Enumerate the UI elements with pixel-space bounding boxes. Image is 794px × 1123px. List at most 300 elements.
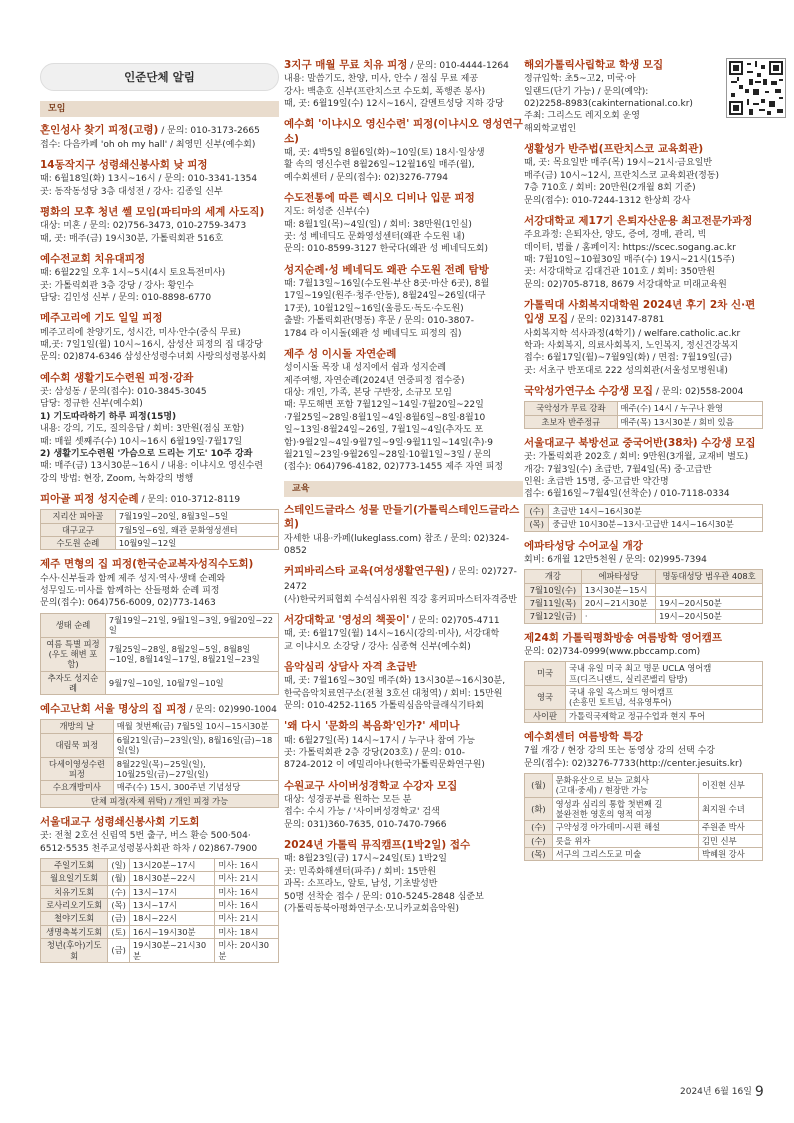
notice-line: 수사·신부들과 함께 제주 성지·역사·생태 순례와 [40,573,226,584]
table-cell: 18시30분~22시 [129,872,215,885]
notice-line: 문의: 02)705-8718, 8679 서강대학교 미래교육원 [524,279,727,290]
table-cell: 박혜원 강사 [699,848,763,861]
notice-title [40,371,279,385]
notice-line: 때: 6월18일(화) 13시~16시 / 문의: 010-3341-1354 [40,174,258,185]
notice-line: 월21일~23일·9월26일~28일·10월1일~3일 / 문의 [284,449,492,460]
notice-title [284,613,523,627]
notice-line: 곳: 가톨릭회관 3층 강당 / 강사: 황인수 [40,280,194,291]
table-cell: 여름 특별 피정 (우도 해변 포함) [41,637,106,671]
notice-title [40,123,279,137]
notice-line: 1784 라 이시돌(왜관 성 베네딕도 피정의 집) [284,328,462,339]
info-table [40,719,279,808]
notice-title [524,214,763,228]
notice-title [284,838,523,852]
notice-line: 데이터, 범률 / 홈페이지: https://scec.sogang.ac.kr [524,242,736,253]
notice-line: 활 속의 영신수련 8월26일~12월16일 매주(월), [284,160,475,171]
notice-line: 접수: 수시 가능 / '사이버성경학교' 검색 [284,807,440,818]
notice-item [284,58,523,110]
table-cell: 국내 유일 미국 최고 명문 UCLA 영어캠 프(디즈니랜드, 실리콘밸리 탐방) [565,662,762,686]
notice-line: 사회복지학 석사과정(4학기) / welfare.catholic.ac.kr [524,328,741,339]
notice-title [284,58,523,72]
table-cell: 추자도 성지순례 [41,671,106,695]
notice-line: 일~13일·8월24일~26일, 7월1일~4일(추자도 포 [284,425,484,436]
table-cell: 국내 유일 옥스퍼드 영어캠프 (손흥민 토트넘, 석유영투어) [565,685,762,709]
notice-title [284,503,523,531]
table-cell: 7월25일~28일, 8월2일~5일, 8월8일 ~10일, 8월14일~17일, 8월21일~23일 [105,637,278,671]
notice-item [40,311,279,363]
table-cell: 매월 첫번째(금) 7월5일 10시~15시30분 [113,720,278,733]
notice-line: 해외학교법인 [524,123,577,134]
notice-line: 문의: 010-4252-1165 가톨릭심음악클래식기타회 [284,701,484,712]
notice-title [524,58,714,72]
notice-line: 때, 곳: 6월19일(수) 12시~16시, 갈멘트성당 지하 강당 [284,98,504,109]
table-row [41,858,279,871]
notice-title-text: 혼인성사 찾기 피정(고령) [40,124,159,137]
notice-line: 내용: 말씀기도, 찬양, 미사, 안수 / 점심 무료 제공 [284,74,479,85]
notice-title-text: 제24회 가톨릭평화방송 여름방학 영어캠프 [524,631,723,644]
sub-heading: 2) 생활기도수련원 '가슴으로 드리는 기도' 10주 강좌 [40,448,253,459]
table-row [525,402,763,415]
notice-item [40,702,279,808]
table-row [525,596,763,609]
table-cell: 지리산 피아골 [41,510,116,523]
notice-contact: / 문의: 02)990-1004 [186,705,277,716]
notice-title [524,436,763,450]
table-cell: 미사: 21시 [215,872,279,885]
table-row [41,872,279,885]
notice-line: 한국음악치료연구소(전철 3호선 대청역) / 회비: 15만원 [284,688,503,699]
notice-title [524,142,763,156]
notice-item [284,719,523,771]
notice-line: 인원: 초급반 15명, 중·고급반 약간명 [524,477,669,488]
notice-line: 학과: 사회복지, 의료사회복지, 노인복지, 정신건강복지 [524,340,739,351]
table-cell: (일) [108,858,130,871]
notice-line: 개강: 7월3일(수) 초급반, 7월4일(목) 중·고급반 [524,464,712,475]
table-cell: 주원준 박사 [699,821,763,834]
table-cell: 대림묵 피정 [41,733,114,757]
table-cell: 철야기도회 [41,912,108,925]
notice-item [284,564,523,606]
notice-line: 담당: 김인성 신부 / 문의: 010-8898-6770 [40,292,212,303]
notice-title-text: 가톨릭대 사회복지대학원 2024년 후기 2차 신·편입생 모집 [524,299,756,326]
info-table [524,661,763,723]
notice-line: 때, 곳: 매주(금) 19시30분, 가톨릭회관 516호 [40,233,224,244]
notice-line: 때: 6월27일(목) 14시~17시 / 누구나 참여 가능 [284,735,475,746]
notice-line: 때: 7월10일~10월30일 매주(수) 19시~21시(15주) [524,254,735,265]
table-cell: (월) [525,773,553,797]
table-cell: (목) [108,899,130,912]
notice-line: 17곳), 10월12일~16일(울릉도·독도·수도원) [284,303,464,314]
info-table [524,773,763,862]
notice-title-text: 3지구 매월 무료 치유 피정 [284,59,408,71]
table-cell: (토) [108,925,130,938]
notice-line: 자세한 내용·카페(lukeglass.com) 참조 / 문의: 02)324-0852 [284,533,510,556]
notice-line: (사)한국커피협회 수석심사위원 직강 홍커피마스터자격증반 [284,594,517,605]
table-row [525,518,763,531]
notice-line: 출발: 가톨릭회관(명동) 후문 / 문의: 010-3807- [284,316,475,327]
table-cell: (금) [108,912,130,925]
table-cell: 7월5일~6일, 왜관 문화영성센터 [115,523,278,536]
notice-line: 때: 6월22일 오후 1시~5시(4시 토요특전미사) [40,268,226,279]
notice-title [40,557,279,571]
table-cell: 10월9일~12일 [115,537,278,550]
table-cell: 13시30분~15시 [581,583,655,596]
notice-line: 때: 8월23일(금) 17시~24일(토) 1박2일 [284,854,447,865]
table-cell: 매주(수) 14시 / 누구나 환영 [617,402,762,415]
notice-title-text: 예수전교회 치유대피정 [40,252,146,265]
notice-title [284,564,523,592]
notice-title-text: 예수회 '이냐시오 영신수련' 피정(이냐시오 영성연구소) [284,118,523,145]
notice-line: 6512·5535 천주교성령봉사회관 하차 / 02)867-7900 [40,843,258,854]
notice-line: 때,곳: 7일1일(월) 10시~16시, 삼성산 피정의 집 대강당 [40,339,263,350]
notice-item [524,142,763,207]
table-cell: 9월7일~10일, 10월7일~10일 [105,671,278,695]
notice-line: 대상: 미혼 / 문의: 02)756-3473, 010-2759-3473 [40,221,247,232]
info-table [524,401,763,429]
notice-title-text: 서강대학교 제17기 은퇴자산운용 최고전문가과정 [524,215,753,227]
notice-title [40,158,279,172]
notice-line: 문의: 031)360-7635, 010-7470-7966 [284,819,447,830]
notice-line: 7층 710호 / 회비: 20만원(2개월 8회 기준) [524,183,696,194]
table-row [41,537,279,550]
table-cell: 영성과 심리의 통합 첫번째 길 불완전한 영혼의 영적 여정 [552,797,698,821]
notice-title [40,311,279,325]
notice-item [40,158,279,198]
notice-line: 대상: 성경공부를 원하는 모든 분 [284,795,412,806]
table-cell: (화) [525,797,553,821]
notice-item [284,117,523,184]
table-cell: (목) [525,848,553,861]
table-cell: 대구교구 [41,523,116,536]
notice-line: (접수): 064)796-4182, 02)773-1455 제주 자연 피정 [284,462,504,473]
notice-item [524,384,763,429]
notice-title [40,252,279,266]
notice-line: 강사: 백춘호 신부(프란치스코 수도회, 폭행존 봉사) [284,86,486,97]
notice-line: 일랜드(단기 가능) / 문의(예약): [524,86,649,97]
table-row [525,773,763,797]
notice-title-text: 메주고리에 기도 일일 피정 [40,312,163,325]
notice-line: 곳: 가톨릭회관 202호 / 회비: 9만원(3개월, 교재비 별도) [524,452,749,463]
notice-line: 곳: 민족화해센터(파주) / 회비: 15만원 [284,866,437,877]
notice-line: 회비: 6개월 12만5천원 / 문의: 02)995-7394 [524,554,707,565]
table-row [41,613,279,637]
notice-line: (가톨릭동북아평화연구소·모니카교회음악원) [284,904,460,915]
notice-line: 강의 방법: 현장, Zoom, 녹화강의 병행 [40,473,194,484]
table-row [525,797,763,821]
notice-item [524,539,763,624]
table-cell: 미사: 18시 [215,925,279,938]
info-table [40,613,279,696]
notice-title-text: 예수고난회 서울 명상의 집 피정 [40,703,187,716]
table-row [525,662,763,686]
notice-item [284,263,523,340]
notice-item [284,503,523,557]
notice-title-text: 2024년 가톨릭 뮤직캠프(1박2일) 접수 [284,839,471,852]
page-footer [680,1083,764,1102]
table-cell: (수) [525,504,549,517]
notice-line: 대상: 개인, 가족, 본당 구반장, 소규모 모임 [284,387,452,398]
notice-contact: / 문의: 010-3173-2665 [158,126,260,137]
table-cell: 최지원 수녀 [699,797,763,821]
notice-line: 곳: 서초구 반포대로 222 성의회관(서울성모병원내) [524,365,728,376]
notice-title [284,347,523,361]
column-1 [40,58,279,970]
table-cell: 7월10일(수) [525,583,582,596]
notice-line: 과목: 소프라노, 알토, 남성, 기초발성반 [284,879,438,890]
category-label: 모임 [40,101,279,117]
table-cell: 13시~17시 [129,899,215,912]
notice-line: 8724-2012 이 에밀리아나(한국가톨릭문화연구원) [284,760,485,771]
notice-line: 함)·9월2일~4일·9월7일~9일·9월11일~14일(추)·9 [284,437,493,448]
notice-title [524,631,763,645]
notice-title [40,205,279,219]
table-cell: (수) [525,834,553,847]
info-table [524,569,763,623]
notice-contact: / 문의: 02)558-2004 [653,387,744,398]
notice-title-text: 국악성가연구소 수강생 모집 [524,385,654,398]
notice-line: 접수: 다음카페 'oh oh my hall' / 최영민 신부(예수회) [40,139,256,150]
info-table [524,504,763,532]
notice-title-text: 피아골 피정 성지순례 [40,493,139,506]
notice-title [40,815,279,829]
table-cell: 매주(목) 13시30분 / 회비 있음 [617,415,762,428]
notice-line: 문의: 010-8599-3127 한국다(왜관 성 베네딕도회) [284,244,489,255]
table-row [525,570,763,583]
notice-contact: / 문의: 010-4444-1264 [407,61,509,71]
table-row [41,899,279,912]
table-cell: (목) [525,518,549,531]
notice-line: ·7월25일~28일·8월1일~4일·8월6일~8일·8월10 [284,412,486,423]
table-cell: · [581,610,655,623]
table-cell: 로사리오기도회 [41,899,108,912]
notice-item [40,815,279,963]
table-cell: 주일기도회 [41,858,108,871]
notice-item [40,557,279,695]
table-row [41,885,279,898]
table-cell: 명동대성당 범우관 408호 [656,570,763,583]
table-cell: 7월11일(목) [525,596,582,609]
table-cell: 7월19일~20일, 8월3일~5일 [115,510,278,523]
table-row [41,523,279,536]
table-cell: 6월21일(금)~23일(일), 8월16일(금)~18일(일) [113,733,278,757]
table-cell: 중급반 10시30분~13시·고급반 14시~16시30분 [549,518,763,531]
table-row [41,781,279,794]
notice-title-text: 커피바리스타 교육(여성생활연구원) [284,565,450,578]
info-table [40,858,279,963]
table-row [525,709,763,722]
notice-line: 때, 곳: 4박5일 8월6일(화)~10일(토) 18시·일상생 [284,147,485,158]
notice-line: 성이시돌 목장 내 성지에서 쉼과 성지순례 [284,363,447,374]
table-cell: 단체 피정(자체 위탁) / 개인 피정 가능 [41,794,279,807]
table-cell: 13시~17시 [129,885,215,898]
notice-title-text: 음악심리 상담사 자격 초급반 [284,661,417,674]
table-row [525,415,763,428]
notice-line: 곳: 성 베네딕도 문화영성센터(왜관 수도원 내) [284,231,465,242]
notice-title [40,702,279,716]
table-row [525,504,763,517]
table-cell: 13시20분~17시 [129,858,215,871]
notice-line: 접수: 6월16일~7월4일(선착순) / 010-7118-0334 [524,489,730,500]
notice-line: 곳: 삼성동 / 문의(접수): 010-3845-3045 [40,386,207,397]
notice-title-text: 수원교구 사이버성경학교 수강자 모집 [284,779,458,792]
table-cell: 미사: 21시 [215,912,279,925]
notice-title [284,660,523,674]
notice-item [524,631,763,723]
notice-item [524,730,763,862]
table-row [41,671,279,695]
notice-line: 02)2258-8983(cakinternational.co.kr) [524,98,693,109]
table-cell: 서구의 그리스도교 미술 [552,848,698,861]
notice-line: 내용: 강의, 기도, 질의응답 / 회비: 3만원(점심 포함) [40,424,245,435]
table-cell: 개강 [525,570,582,583]
notice-line: 문의(접수): 02)3276-7733(http://center.jesuits.kr) [524,758,743,769]
notice-title [284,117,523,145]
notice-title-text: 에파타성당 수어교실 개강 [524,539,643,552]
notice-title [284,719,523,733]
page-header: 인준단체 알림 [40,63,279,91]
table-row [525,848,763,861]
notice-line: 예수회센터 / 문의(접수): 02)3276-7794 [284,172,448,183]
table-cell: 8월22일(목)~25일(일), 10월25일(금)~27일(일) [113,757,278,781]
notice-contact: / 문의: 010-3712-8119 [138,495,241,506]
notice-line: 접수: 6월17일(월)~7월9일(화) / 면접: 7월19일(금) [524,353,732,364]
notice-item [40,205,279,245]
table-row [41,912,279,925]
table-cell: 가톨릭국제학교 정규수업과 현지 투어 [565,709,762,722]
notice-item [284,347,523,474]
notice-title [524,384,763,398]
notice-line: 때: 매주(금) 13시30분~16시 / 내용: 이냐시오 영신수련 [40,461,263,472]
notice-line: 때: 7월13일~16일(수도원·부산 8곳·마산 6곳), 8월 [284,278,490,289]
notice-title-text: 예수회센터 여름방학 특강 [524,730,643,743]
table-cell: 미국 [525,662,566,686]
notice-item [284,779,523,831]
table-cell: (금) [108,939,130,963]
notice-title-text: 서울대교구 북방선교 중국어반(38차) 수강생 모집 [524,437,756,450]
table-cell: 월요일기도회 [41,872,108,885]
table-cell: 초보자 반주정규 [525,415,618,428]
notice-title-text: 14동작지구 성령쇄신봉사회 낮 피정 [40,158,208,171]
table-cell: 수도원 순례 [41,537,116,550]
notice-item [284,838,523,915]
notice-line: 성무일도·미사를 함께하는 산들평화 순례 피정 [40,585,220,596]
notice-line: 주요과정: 은퇴자산, 양도, 증여, 경매, 관리, 빅 [524,230,707,241]
table-cell: 20시~21시30분 [581,596,655,609]
notice-line: 때, 곳: 목요일반 매주(목) 19시~21시·금요일반 [524,158,713,169]
notice-contact: / 문의: 02)705-4711 [409,616,500,627]
notice-item [524,214,763,291]
qr-code-icon [726,58,786,118]
notice-title-text: 서울대교구 성령쇄신봉사회 기도회 [40,816,200,828]
table-row [41,925,279,938]
table-cell: 개방의 날 [41,720,114,733]
table-cell: 사이판 [525,709,566,722]
table-cell: 19시~20시50분 [656,610,763,623]
notice-title [524,730,763,744]
table-row [41,939,279,963]
notice-item [284,613,523,653]
notice-line: 때, 곳: 6월17일(월) 14시~16시(강의·미사), 서강대학 [284,629,500,640]
notice-title [284,263,523,277]
notice-line: 문의: 02)734-0999(www.pbccamp.com) [524,646,701,657]
table-row [41,510,279,523]
notice-line: 문의: 02)874-6346 삼성산성령수녀회 사랑의성령봉사회 [40,352,267,363]
notice-item [40,252,279,304]
notice-line: 곳: 가톨릭회관 2층 강당(203호) / 문의: 010- [284,748,465,759]
notice-line: 때: 8월1일(목)~4일(일) / 회비: 38만원(1인실) [284,219,472,230]
notice-contact: / 문의: 02)727-2472 [284,567,517,592]
table-cell: 초급반 14시~16시30분 [549,504,763,517]
notice-line: 문의(접수): 064)756-6009, 02)773-1463 [40,598,216,609]
notice-line: 7월 개강 / 현장 강의 또는 동영상 강의 선택 수강 [524,746,715,757]
notice-line: 17일~19일(원주·청주·안동), 8월24일~26일(대구 [284,291,486,302]
table-cell: 7월12일(금) [525,610,582,623]
notice-title-text: 해외가톨릭사립학교 학생 모집 [524,59,664,71]
table-cell: 19시~20시50분 [656,596,763,609]
table-cell: 생명축복기도회 [41,925,108,938]
notice-title-text: 서강대학교 '영성의 책꽂이' [284,614,410,627]
notice-item [524,298,763,377]
notice-line: 주최: 그리스도 레지오회 운영 [524,111,640,122]
notice-title-text: 수도전통에 따른 렉시오 디비나 입문 피정 [284,191,475,204]
table-cell [656,583,763,596]
table-cell: 에파타성당 [581,570,655,583]
table-row [41,733,279,757]
table-cell: 구약성경 아가데미-시편 해설 [552,821,698,834]
sub-heading: 1) 기도따라하기 하루 피정(15명) [40,411,177,422]
notice-line: 메주고리에 찬양기도, 성시간, 미사·안수(중식 무료) [40,327,241,338]
table-row [41,720,279,733]
notice-line: 담당: 정규한 신부(예수회) [40,399,143,410]
notice-title-text: 스테인드글라스 성물 만들기(가톨릭스테인드글라스회) [284,504,520,531]
notice-title [40,492,279,506]
notice-line: 곳: 동작동성당 3층 대성전 / 강사: 김종일 신부 [40,186,223,197]
notice-line: 때: 매월 셋째주(수) 10시~16시 6월19일·7월17일 [40,436,243,447]
table-cell: 미사: 16시 [215,885,279,898]
table-cell: 다세이영성수련 피정 [41,757,114,781]
table-row [41,794,279,807]
notice-title-text: 제주 면형의 집 피정(한국순교복자성직수도회) [40,558,254,571]
notice-item [284,191,523,256]
table-cell: 미사: 16시 [215,858,279,871]
notice-title-text: '왜 다시 '문화의 복음화'인가?' 세미나 [284,720,460,733]
column-2 [284,58,523,922]
notice-line: 문의(접수): 010-7244-1312 한상희 강사 [524,195,691,206]
info-table [40,509,279,550]
notice-title [284,191,523,205]
notice-item [284,660,523,712]
notice-title [284,779,523,793]
table-cell: (수) [108,885,130,898]
notice-item [524,436,763,532]
notice-title [524,298,763,326]
table-row [41,637,279,671]
notice-line: 지도: 허성준 신부(수) [284,207,370,218]
table-cell: 16시~19시30분 [129,925,215,938]
notice-title-text: 생활성가 반주법(프란치스코 교육회관) [524,143,704,156]
notice-line: 곳: 전철 2호선 신림역 5번 출구, 버스 환승 500·504· [40,831,251,842]
table-cell: 릇을 위자 [552,834,698,847]
notice-title-text: 평화의 모후 청년 쎌 모임(파티마의 세계 사도직) [40,205,265,218]
notice-line: 정규입학: 초5~고2, 미국·아 [524,74,636,85]
notice-item [40,123,279,151]
notice-line: 곳: 서강대학교 김대건관 101호 / 회비: 350만원 [524,267,716,278]
table-cell: 치유기도회 [41,885,108,898]
notice-title-text: 예수회 생활기도수련원 피정·강좌 [40,371,194,384]
notice-title-text: 성지순례·성 베네딕도 왜관 수도원 전례 탐방 [284,263,489,276]
table-cell: 18시~22시 [129,912,215,925]
table-cell: 국악성가 무료 강좌 [525,402,618,415]
